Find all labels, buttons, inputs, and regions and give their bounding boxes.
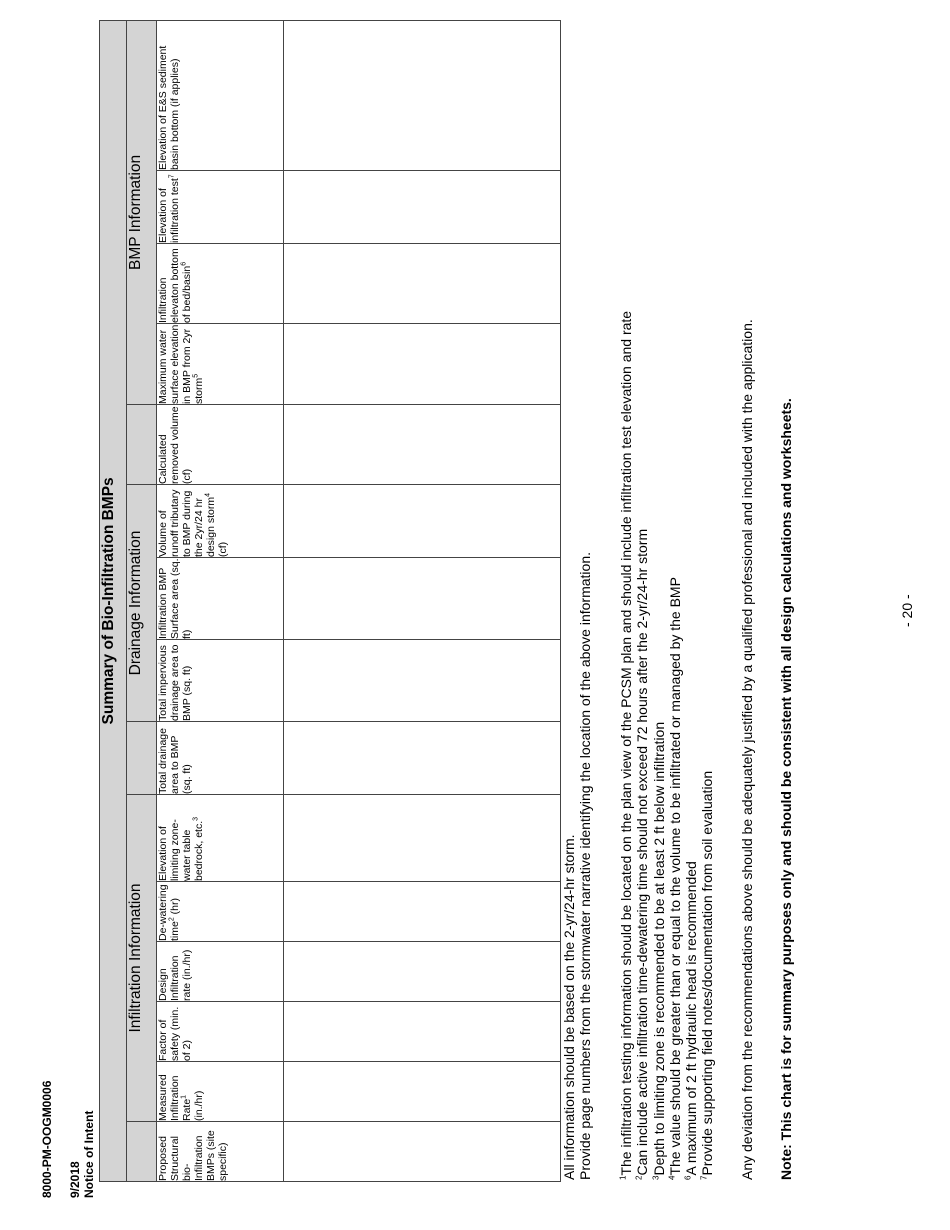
footnote: $^7$Provide supporting field notes/documentation from soil evaluation — [699, 770, 716, 1180]
form-header — [40, 1081, 96, 1198]
table-cell[interactable] — [284, 485, 561, 558]
col-header: Total drainage area to BMP (sq. ft) — [157, 722, 284, 795]
table-cell[interactable] — [284, 1122, 561, 1182]
col-header: Design Infiltration rate (in./hr) — [157, 942, 284, 1002]
col-header: Calculated removed volume (cf) — [157, 405, 284, 485]
footnote: $^1$The infiltration testing information should be located on the plan view of the PCSM plan and should include infiltration test elevation and rate — [618, 310, 634, 1180]
footnote: $^6$A maximum of 2 ft hydraulic head is recommended — [683, 861, 700, 1180]
form-code: 8000-PM-OOGM0006 — [40, 1080, 54, 1198]
col-header: Elevation of infiltration test$^7$ — [157, 171, 284, 244]
summary-note: Note: This chart is for summary purposes only and should be consistent with all design calculations and worksheets. — [778, 398, 794, 1180]
group-infiltration: Infiltration Information — [127, 795, 157, 1122]
footnote: $^4$The value should be greater than or equal to the volume to be infiltrated or managed by the BMP — [666, 577, 683, 1180]
table-cell[interactable] — [284, 324, 561, 405]
col-header: Proposed Structural bio-Infiltration BMPs (site specific) — [157, 1122, 284, 1182]
table-cell[interactable] — [284, 882, 561, 942]
table-cell[interactable] — [284, 795, 561, 882]
col-header: Factor of safety (min. of 2) — [157, 1002, 284, 1062]
col-header: Total impervious drainage area to BMP (sq. ft) — [157, 640, 284, 722]
col-header: Elevation of E&S sediment basin bottom (if applies) — [157, 20, 284, 170]
instructions — [561, 30, 593, 1180]
instruction-line: Provide page numbers from the stormwater narrative identifying the location of the above information. — [577, 552, 593, 1180]
footnote: $^3$Depth to limiting zone is recommended to be at least 2 ft below infiltration — [650, 721, 667, 1180]
col-header: Measured Infiltration Rate$^1$ (in./hr) — [157, 1062, 284, 1122]
table-cell[interactable] — [284, 171, 561, 244]
table-cell[interactable] — [284, 20, 561, 170]
table-cell[interactable] — [284, 1002, 561, 1062]
table-cell[interactable] — [284, 942, 561, 1002]
group-drainage: Drainage Information — [127, 485, 157, 722]
col-header: Elevation of limiting zone-water table bedrock, etc.$^3$ — [157, 795, 284, 882]
form-date: 9/2018 — [68, 1161, 82, 1198]
table-cell[interactable] — [284, 1062, 561, 1122]
table-cell[interactable] — [284, 558, 561, 640]
col-header: De-watering time$^2$ (hr) — [157, 882, 284, 942]
col-header: Volume of runoff tributary to BMP during the 2yr/24 hr design storm$^4$ (cf) — [157, 485, 284, 558]
col-header: Infiltration elevaton bottom of bed/basin$^6$ — [157, 244, 284, 324]
bio-infiltration-summary-table — [99, 20, 561, 1182]
landscape-page — [5, 5, 945, 1225]
instruction-line: All information should be based on the 2-yr/24-hr storm. — [561, 834, 577, 1180]
table-title: Summary of Bio-Infiltration BMPs — [100, 20, 127, 1181]
page-number: - 20 - — [899, 594, 915, 627]
footnotes — [618, 311, 716, 1180]
group-blank — [127, 405, 157, 485]
table-cell[interactable] — [284, 405, 561, 485]
group-blank — [127, 722, 157, 795]
footnote: $^2$Can include active infiltration time-dewatering time should not exceed 72 hours after the 2-yr/24-hr storm — [634, 528, 651, 1180]
group-bmp: BMP Information — [127, 20, 157, 404]
group-blank — [127, 1122, 157, 1182]
col-header: Infiltration BMP Surface area (sq. ft) — [157, 558, 284, 640]
table-row — [284, 20, 561, 1181]
table-cell[interactable] — [284, 244, 561, 324]
form-title: Notice of Intent — [82, 1110, 96, 1198]
table-cell[interactable] — [284, 722, 561, 795]
col-header: Maximum water surface elevation in BMP from 2yr storm$^5$ — [157, 324, 284, 405]
deviation-statement: Any deviation from the recommendations above should be adequately justified by a qualified professional and included with the application. — [739, 319, 755, 1180]
table-cell[interactable] — [284, 640, 561, 722]
